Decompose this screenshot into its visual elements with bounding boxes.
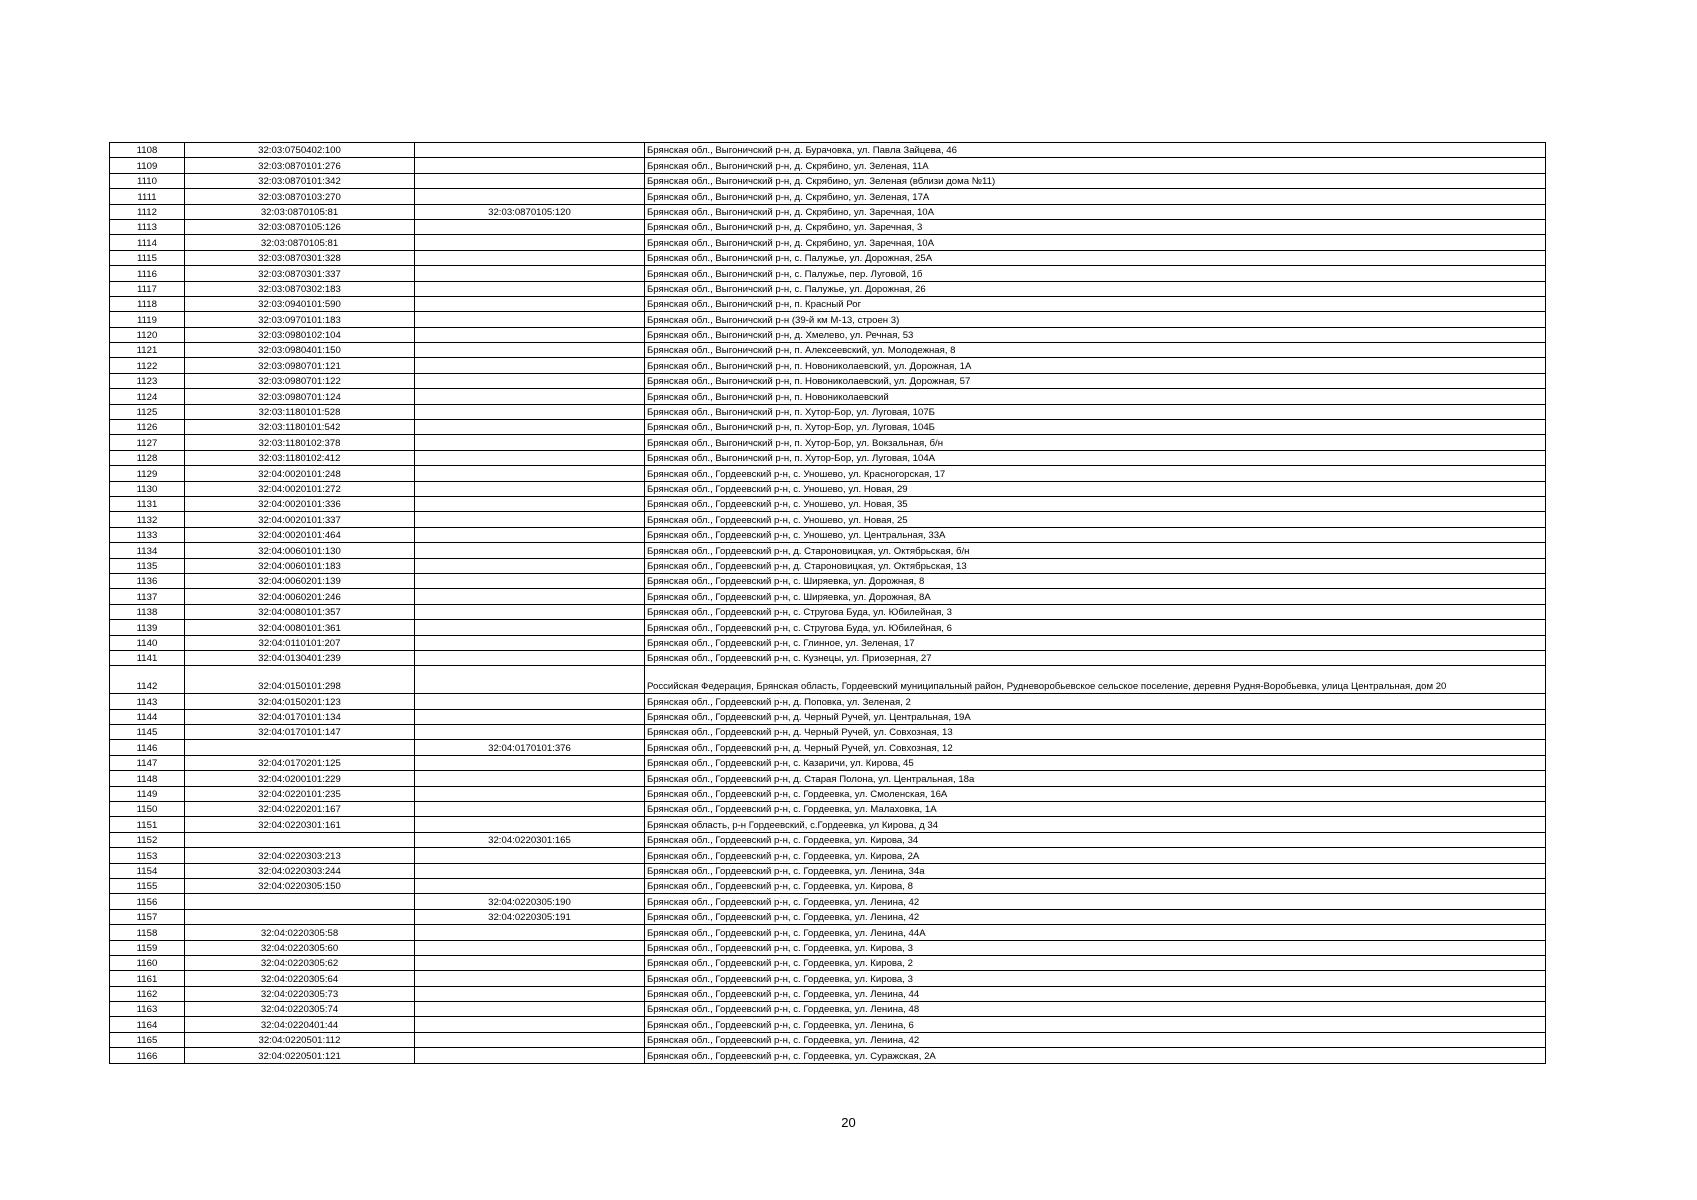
related-cadastral-number-cell (415, 327, 645, 342)
address-cell: Брянская обл., Гордеевский р-н, д. Староновицкая, ул. Октябрьская, б/н (645, 543, 1546, 558)
cadastral-number-cell: 32:04:0080101:357 (185, 604, 415, 619)
table-row (110, 389, 1546, 404)
address-cell: Брянская обл., Гордеевский р-н, д. Староновицкая, ул. Октябрьская, 13 (645, 558, 1546, 573)
address-cell: Брянская обл., Выгоничский р-н, д. Скрябино, ул. Заречная, 10А (645, 235, 1546, 250)
address-cell: Брянская обл., Гордеевский р-н, с. Уношево, ул. Новая, 29 (645, 481, 1546, 496)
address-cell: Брянская обл., Гордеевский р-н, с. Стругова Буда, ул. Юбилейная, 3 (645, 604, 1546, 619)
row-number-cell: 1137 (110, 589, 185, 604)
row-number-cell: 1159 (110, 940, 185, 955)
row-number-cell: 1141 (110, 650, 185, 665)
row-number-cell: 1131 (110, 496, 185, 511)
row-number-cell: 1161 (110, 971, 185, 986)
cadastral-number-cell: 32:04:0220305:60 (185, 940, 415, 955)
row-number-cell: 1135 (110, 558, 185, 573)
cadastral-number-cell: 32:04:0220303:244 (185, 863, 415, 878)
cadastral-number-cell: 32:03:1180102:378 (185, 435, 415, 450)
cadastral-number-cell: 32:03:0750402:100 (185, 143, 415, 158)
table-row (110, 558, 1546, 573)
row-number-cell: 1128 (110, 450, 185, 465)
row-number-cell: 1119 (110, 312, 185, 327)
table-row (110, 420, 1546, 435)
related-cadastral-number-cell (415, 420, 645, 435)
table-row (110, 1032, 1546, 1047)
row-number-cell: 1125 (110, 404, 185, 419)
address-cell: Брянская обл., Гордеевский р-н, с. Гордеевка, ул. Кирова, 2 (645, 955, 1546, 970)
cadastral-number-cell: 32:03:1180101:528 (185, 404, 415, 419)
related-cadastral-number-cell (415, 694, 645, 709)
related-cadastral-number-cell: 32:04:0220305:191 (415, 909, 645, 924)
address-cell: Брянская обл., Гордеевский р-н, с. Ширяевка, ул. Дорожная, 8А (645, 589, 1546, 604)
related-cadastral-number-cell (415, 1048, 645, 1063)
row-number-cell: 1142 (110, 666, 185, 694)
table-row (110, 373, 1546, 388)
address-cell: Брянская обл., Выгоничский р-н, п. Хутор-Бор, ул. Луговая, 104А (645, 450, 1546, 465)
table-row (110, 1002, 1546, 1017)
row-number-cell: 1152 (110, 832, 185, 847)
address-cell: Брянская обл., Выгоничский р-н, п. Хутор-Бор, ул. Луговая, 107Б (645, 404, 1546, 419)
row-number-cell: 1123 (110, 373, 185, 388)
address-cell: Брянская обл., Гордеевский р-н, с. Гордеевка, ул. Малаховка, 1А (645, 802, 1546, 817)
address-cell: Брянская обл., Гордеевский р-н, с. Казаричи, ул. Кирова, 45 (645, 755, 1546, 770)
related-cadastral-number-cell (415, 940, 645, 955)
table-row (110, 709, 1546, 724)
row-number-cell: 1108 (110, 143, 185, 158)
table-row (110, 466, 1546, 481)
related-cadastral-number-cell (415, 986, 645, 1001)
table-row (110, 894, 1546, 909)
related-cadastral-number-cell (415, 771, 645, 786)
cadastral-number-cell: 32:03:0870105:81 (185, 204, 415, 219)
table-row (110, 694, 1546, 709)
table-row (110, 219, 1546, 234)
related-cadastral-number-cell (415, 219, 645, 234)
table-row (110, 358, 1546, 373)
cadastral-number-cell (185, 740, 415, 755)
cadastral-number-cell: 32:04:0220305:64 (185, 971, 415, 986)
row-number-cell: 1118 (110, 296, 185, 311)
related-cadastral-number-cell (415, 358, 645, 373)
page-number: 20 (841, 1115, 856, 1130)
property-table (109, 142, 1546, 1064)
cadastral-number-cell: 32:04:0220305:58 (185, 925, 415, 940)
row-number-cell: 1166 (110, 1048, 185, 1063)
address-cell: Брянская обл., Гордеевский р-н, с. Гордеевка, ул. Кирова, 3 (645, 971, 1546, 986)
cadastral-number-cell: 32:04:0020101:337 (185, 512, 415, 527)
cadastral-number-cell: 32:03:0870105:81 (185, 235, 415, 250)
table-row (110, 1048, 1546, 1063)
cadastral-number-cell: 32:04:0220305:150 (185, 878, 415, 893)
row-number-cell: 1153 (110, 848, 185, 863)
address-cell: Брянская обл., Гордеевский р-н, д. Черный Ручей, ул. Совхозная, 13 (645, 725, 1546, 740)
row-number-cell: 1157 (110, 909, 185, 924)
address-cell: Брянская область, р-н Гордеевский, с.Гордеевка, ул Кирова, д 34 (645, 817, 1546, 832)
table-row (110, 909, 1546, 924)
address-cell: Брянская обл., Выгоничский р-н, п. Новониколаевский, ул. Дорожная, 1А (645, 358, 1546, 373)
row-number-cell: 1122 (110, 358, 185, 373)
address-cell: Брянская обл., Выгоничский р-н, п. Хутор-Бор, ул. Вокзальная, б/н (645, 435, 1546, 450)
row-number-cell: 1150 (110, 802, 185, 817)
row-number-cell: 1120 (110, 327, 185, 342)
related-cadastral-number-cell (415, 312, 645, 327)
address-cell: Брянская обл., Выгоничский р-н, д. Бурачовка, ул. Павла Зайцева, 46 (645, 143, 1546, 158)
cadastral-number-cell: 32:03:0870301:337 (185, 266, 415, 281)
related-cadastral-number-cell (415, 635, 645, 650)
cadastral-number-cell: 32:03:0870302:183 (185, 281, 415, 296)
row-number-cell: 1133 (110, 527, 185, 542)
row-number-cell: 1145 (110, 725, 185, 740)
table-row (110, 435, 1546, 450)
related-cadastral-number-cell (415, 666, 645, 694)
related-cadastral-number-cell (415, 589, 645, 604)
table-row (110, 281, 1546, 296)
cadastral-number-cell: 32:04:0110101:207 (185, 635, 415, 650)
table-row (110, 327, 1546, 342)
related-cadastral-number-cell (415, 250, 645, 265)
table-row (110, 543, 1546, 558)
cadastral-number-cell: 32:03:0980701:124 (185, 389, 415, 404)
cadastral-number-cell: 32:04:0220501:112 (185, 1032, 415, 1047)
related-cadastral-number-cell (415, 481, 645, 496)
cadastral-number-cell: 32:04:0220305:62 (185, 955, 415, 970)
related-cadastral-number-cell (415, 604, 645, 619)
address-cell: Брянская обл., Гордеевский р-н, с. Гордеевка, ул. Смоленская, 16А (645, 786, 1546, 801)
cadastral-number-cell: 32:04:0060101:130 (185, 543, 415, 558)
address-cell: Брянская обл., Выгоничский р-н, д. Скрябино, ул. Зеленая, 11А (645, 158, 1546, 173)
address-cell: Брянская обл., Выгоничский р-н, п. Новониколаевский, ул. Дорожная, 57 (645, 373, 1546, 388)
address-cell: Брянская обл., Выгоничский р-н, д. Хмелево, ул. Речная, 53 (645, 327, 1546, 342)
cadastral-number-cell: 32:04:0170101:134 (185, 709, 415, 724)
cadastral-number-cell: 32:04:0020101:248 (185, 466, 415, 481)
row-number-cell: 1116 (110, 266, 185, 281)
table-row (110, 848, 1546, 863)
cadastral-number-cell: 32:04:0200101:229 (185, 771, 415, 786)
cadastral-number-cell: 32:03:0980701:122 (185, 373, 415, 388)
address-cell: Брянская обл., Выгоничский р-н, с. Палужье, ул. Дорожная, 26 (645, 281, 1546, 296)
cadastral-number-cell: 32:03:0870103:270 (185, 189, 415, 204)
cadastral-number-cell: 32:03:0980701:121 (185, 358, 415, 373)
cadastral-number-cell (185, 832, 415, 847)
row-number-cell: 1136 (110, 573, 185, 588)
address-cell: Брянская обл., Гордеевский р-н, с. Стругова Буда, ул. Юбилейная, 6 (645, 620, 1546, 635)
row-number-cell: 1111 (110, 189, 185, 204)
related-cadastral-number-cell (415, 1002, 645, 1017)
related-cadastral-number-cell (415, 266, 645, 281)
table-row (110, 343, 1546, 358)
address-cell: Брянская обл., Гордеевский р-н, с. Уношево, ул. Новая, 25 (645, 512, 1546, 527)
row-number-cell: 1134 (110, 543, 185, 558)
row-number-cell: 1151 (110, 817, 185, 832)
cadastral-number-cell: 32:04:0170101:147 (185, 725, 415, 740)
related-cadastral-number-cell (415, 281, 645, 296)
related-cadastral-number-cell (415, 755, 645, 770)
cadastral-number-cell: 32:04:0220301:161 (185, 817, 415, 832)
row-number-cell: 1144 (110, 709, 185, 724)
row-number-cell: 1147 (110, 755, 185, 770)
row-number-cell: 1158 (110, 925, 185, 940)
table-row (110, 235, 1546, 250)
table-row (110, 173, 1546, 188)
address-cell: Российская Федерация, Брянская область, Гордеевский муниципальный район, Рудневоробьевское сельское поселение, деревня Рудня-Воробьевка, улица Центральная, дом 20 (645, 666, 1546, 694)
address-cell: Брянская обл., Гордеевский р-н, с. Гордеевка, ул. Суражская, 2А (645, 1048, 1546, 1063)
address-cell: Брянская обл., Гордеевский р-н, с. Уношево, ул. Центральная, 33А (645, 527, 1546, 542)
cadastral-number-cell: 32:04:0080101:361 (185, 620, 415, 635)
related-cadastral-number-cell: 32:04:0170101:376 (415, 740, 645, 755)
cadastral-number-cell: 32:04:0220501:121 (185, 1048, 415, 1063)
cadastral-number-cell: 32:04:0060201:246 (185, 589, 415, 604)
related-cadastral-number-cell (415, 466, 645, 481)
address-cell: Брянская обл., Гордеевский р-н, с. Гордеевка, ул. Кирова, 3 (645, 940, 1546, 955)
related-cadastral-number-cell (415, 373, 645, 388)
related-cadastral-number-cell (415, 725, 645, 740)
related-cadastral-number-cell (415, 709, 645, 724)
address-cell: Брянская обл., Гордеевский р-н, с. Кузнецы, ул. Приозерная, 27 (645, 650, 1546, 665)
cadastral-number-cell: 32:04:0020101:272 (185, 481, 415, 496)
related-cadastral-number-cell (415, 343, 645, 358)
cadastral-number-cell: 32:04:0130401:239 (185, 650, 415, 665)
row-number-cell: 1160 (110, 955, 185, 970)
table-row (110, 573, 1546, 588)
cadastral-number-cell: 32:03:0970101:183 (185, 312, 415, 327)
address-cell: Брянская обл., Выгоничский р-н, с. Палужье, ул. Дорожная, 25А (645, 250, 1546, 265)
cadastral-number-cell: 32:03:1180102:412 (185, 450, 415, 465)
cadastral-number-cell: 32:03:0980401:150 (185, 343, 415, 358)
address-cell: Брянская обл., Гордеевский р-н, с. Гордеевка, ул. Ленина, 42 (645, 894, 1546, 909)
address-cell: Брянская обл., Выгоничский р-н, п. Алексеевский, ул. Молодежная, 8 (645, 343, 1546, 358)
table-row (110, 863, 1546, 878)
address-cell: Брянская обл., Гордеевский р-н, д. Поповка, ул. Зеленая, 2 (645, 694, 1546, 709)
related-cadastral-number-cell (415, 573, 645, 588)
related-cadastral-number-cell: 32:04:0220301:165 (415, 832, 645, 847)
address-cell: Брянская обл., Выгоничский р-н, д. Скрябино, ул. Зеленая, 17А (645, 189, 1546, 204)
address-cell: Брянская обл., Выгоничский р-н, п. Красный Рог (645, 296, 1546, 311)
related-cadastral-number-cell (415, 450, 645, 465)
address-cell: Брянская обл., Гордеевский р-н, с. Уношево, ул. Красногорская, 17 (645, 466, 1546, 481)
cadastral-number-cell: 32:03:0870101:276 (185, 158, 415, 173)
cadastral-number-cell (185, 894, 415, 909)
table-row (110, 1017, 1546, 1032)
row-number-cell: 1110 (110, 173, 185, 188)
row-number-cell: 1112 (110, 204, 185, 219)
table-row (110, 296, 1546, 311)
table-row (110, 143, 1546, 158)
table-row (110, 620, 1546, 635)
related-cadastral-number-cell (415, 955, 645, 970)
cadastral-number-cell: 32:04:0220305:73 (185, 986, 415, 1001)
cadastral-number-cell: 32:03:0940101:590 (185, 296, 415, 311)
row-number-cell: 1148 (110, 771, 185, 786)
table-row (110, 817, 1546, 832)
cadastral-number-cell: 32:04:0020101:464 (185, 527, 415, 542)
related-cadastral-number-cell (415, 558, 645, 573)
related-cadastral-number-cell (415, 786, 645, 801)
related-cadastral-number-cell (415, 143, 645, 158)
table-row (110, 971, 1546, 986)
related-cadastral-number-cell (415, 971, 645, 986)
table-row (110, 832, 1546, 847)
address-cell: Брянская обл., Гордеевский р-н, д. Черный Ручей, ул. Центральная, 19А (645, 709, 1546, 724)
row-number-cell: 1124 (110, 389, 185, 404)
row-number-cell: 1146 (110, 740, 185, 755)
address-cell: Брянская обл., Выгоничский р-н, п. Хутор-Бор, ул. Луговая, 104Б (645, 420, 1546, 435)
address-cell: Брянская обл., Гордеевский р-н, с. Гордеевка, ул. Ленина, 48 (645, 1002, 1546, 1017)
table-row (110, 650, 1546, 665)
table-row (110, 740, 1546, 755)
cadastral-number-cell: 32:04:0220401:44 (185, 1017, 415, 1032)
table-row (110, 755, 1546, 770)
cadastral-number-cell: 32:04:0170201:125 (185, 755, 415, 770)
table-row (110, 940, 1546, 955)
table-row (110, 266, 1546, 281)
row-number-cell: 1109 (110, 158, 185, 173)
row-number-cell: 1121 (110, 343, 185, 358)
related-cadastral-number-cell (415, 925, 645, 940)
row-number-cell: 1163 (110, 1002, 185, 1017)
address-cell: Брянская обл., Гордеевский р-н, д. Черный Ручей, ул. Совхозная, 12 (645, 740, 1546, 755)
table-row (110, 404, 1546, 419)
related-cadastral-number-cell (415, 848, 645, 863)
related-cadastral-number-cell (415, 404, 645, 419)
row-number-cell: 1149 (110, 786, 185, 801)
related-cadastral-number-cell (415, 878, 645, 893)
row-number-cell: 1113 (110, 219, 185, 234)
cadastral-number-cell: 32:04:0060101:183 (185, 558, 415, 573)
table-row (110, 635, 1546, 650)
address-cell: Брянская обл., Гордеевский р-н, с. Гордеевка, ул. Ленина, 42 (645, 1032, 1546, 1047)
cadastral-number-cell: 32:04:0220305:74 (185, 1002, 415, 1017)
table-row (110, 496, 1546, 511)
address-cell: Брянская обл., Гордеевский р-н, с. Гордеевка, ул. Кирова, 34 (645, 832, 1546, 847)
address-cell: Брянская обл., Гордеевский р-н, с. Гордеевка, ул. Ленина, 6 (645, 1017, 1546, 1032)
address-cell: Брянская обл., Выгоничский р-н, п. Новониколаевский (645, 389, 1546, 404)
row-number-cell: 1162 (110, 986, 185, 1001)
row-number-cell: 1139 (110, 620, 185, 635)
table-row (110, 771, 1546, 786)
table-row (110, 312, 1546, 327)
cadastral-number-cell: 32:03:0870105:126 (185, 219, 415, 234)
cadastral-number-cell: 32:04:0060201:139 (185, 573, 415, 588)
table-row (110, 481, 1546, 496)
address-cell: Брянская обл., Гордеевский р-н, с. Глинное, ул. Зеленая, 17 (645, 635, 1546, 650)
related-cadastral-number-cell (415, 512, 645, 527)
row-number-cell: 1165 (110, 1032, 185, 1047)
table-row (110, 527, 1546, 542)
table-row (110, 666, 1546, 694)
address-cell: Брянская обл., Гордеевский р-н, д. Старая Полона, ул. Центральная, 18а (645, 771, 1546, 786)
cadastral-number-cell: 32:04:0150101:298 (185, 666, 415, 694)
related-cadastral-number-cell (415, 802, 645, 817)
table-row (110, 512, 1546, 527)
table-body (110, 143, 1546, 1064)
related-cadastral-number-cell (415, 189, 645, 204)
related-cadastral-number-cell: 32:04:0220305:190 (415, 894, 645, 909)
table-row (110, 189, 1546, 204)
address-cell: Брянская обл., Выгоничский р-н, д. Скрябино, ул. Заречная, 3 (645, 219, 1546, 234)
table-row (110, 725, 1546, 740)
table-row (110, 604, 1546, 619)
related-cadastral-number-cell (415, 650, 645, 665)
related-cadastral-number-cell (415, 435, 645, 450)
address-cell: Брянская обл., Гордеевский р-н, с. Ширяевка, ул. Дорожная, 8 (645, 573, 1546, 588)
row-number-cell: 1127 (110, 435, 185, 450)
row-number-cell: 1155 (110, 878, 185, 893)
table-row (110, 589, 1546, 604)
cadastral-number-cell: 32:04:0150201:123 (185, 694, 415, 709)
cadastral-number-cell (185, 909, 415, 924)
address-cell: Брянская обл., Гордеевский р-н, с. Гордеевка, ул. Ленина, 34а (645, 863, 1546, 878)
address-cell: Брянская обл., Гордеевский р-н, с. Гордеевка, ул. Ленина, 44 (645, 986, 1546, 1001)
row-number-cell: 1132 (110, 512, 185, 527)
address-cell: Брянская обл., Выгоничский р-н, д. Скрябино, ул. Зеленая (вблизи дома №11) (645, 173, 1546, 188)
row-number-cell: 1156 (110, 894, 185, 909)
related-cadastral-number-cell (415, 543, 645, 558)
related-cadastral-number-cell (415, 620, 645, 635)
address-cell: Брянская обл., Гордеевский р-н, с. Гордеевка, ул. Ленина, 42 (645, 909, 1546, 924)
row-number-cell: 1126 (110, 420, 185, 435)
cadastral-number-cell: 32:04:0220303:213 (185, 848, 415, 863)
related-cadastral-number-cell (415, 296, 645, 311)
address-cell: Брянская обл., Гордеевский р-н, с. Уношево, ул. Новая, 35 (645, 496, 1546, 511)
cadastral-number-cell: 32:03:1180101:542 (185, 420, 415, 435)
address-cell: Брянская обл., Гордеевский р-н, с. Гордеевка, ул. Кирова, 2А (645, 848, 1546, 863)
table-row (110, 204, 1546, 219)
table-row (110, 250, 1546, 265)
row-number-cell: 1154 (110, 863, 185, 878)
cadastral-number-cell: 32:03:0870101:342 (185, 173, 415, 188)
row-number-cell: 1129 (110, 466, 185, 481)
related-cadastral-number-cell (415, 389, 645, 404)
table-row (110, 158, 1546, 173)
table-row (110, 925, 1546, 940)
related-cadastral-number-cell (415, 527, 645, 542)
related-cadastral-number-cell (415, 158, 645, 173)
related-cadastral-number-cell (415, 173, 645, 188)
row-number-cell: 1117 (110, 281, 185, 296)
address-cell: Брянская обл., Выгоничский р-н, д. Скрябино, ул. Заречная, 10А (645, 204, 1546, 219)
row-number-cell: 1138 (110, 604, 185, 619)
related-cadastral-number-cell (415, 1017, 645, 1032)
cadastral-number-cell: 32:04:0020101:336 (185, 496, 415, 511)
related-cadastral-number-cell (415, 1032, 645, 1047)
related-cadastral-number-cell (415, 817, 645, 832)
related-cadastral-number-cell (415, 863, 645, 878)
table-row (110, 786, 1546, 801)
cadastral-number-cell: 32:04:0220101:235 (185, 786, 415, 801)
related-cadastral-number-cell: 32:03:0870105:120 (415, 204, 645, 219)
cadastral-number-cell: 32:03:0870301:328 (185, 250, 415, 265)
address-cell: Брянская обл., Гордеевский р-н, с. Гордеевка, ул. Ленина, 44А (645, 925, 1546, 940)
table-row (110, 955, 1546, 970)
row-number-cell: 1164 (110, 1017, 185, 1032)
table-row (110, 450, 1546, 465)
cadastral-number-cell: 32:03:0980102:104 (185, 327, 415, 342)
table-row (110, 986, 1546, 1001)
row-number-cell: 1114 (110, 235, 185, 250)
row-number-cell: 1130 (110, 481, 185, 496)
row-number-cell: 1143 (110, 694, 185, 709)
related-cadastral-number-cell (415, 496, 645, 511)
address-cell: Брянская обл., Гордеевский р-н, с. Гордеевка, ул. Кирова, 8 (645, 878, 1546, 893)
cadastral-number-cell: 32:04:0220201:167 (185, 802, 415, 817)
table-row (110, 802, 1546, 817)
related-cadastral-number-cell (415, 235, 645, 250)
table-row (110, 878, 1546, 893)
address-cell: Брянская обл., Выгоничский р-н (39-й км М-13, строен 3) (645, 312, 1546, 327)
address-cell: Брянская обл., Выгоничский р-н, с. Палужье, пер. Луговой, 1б (645, 266, 1546, 281)
row-number-cell: 1115 (110, 250, 185, 265)
row-number-cell: 1140 (110, 635, 185, 650)
